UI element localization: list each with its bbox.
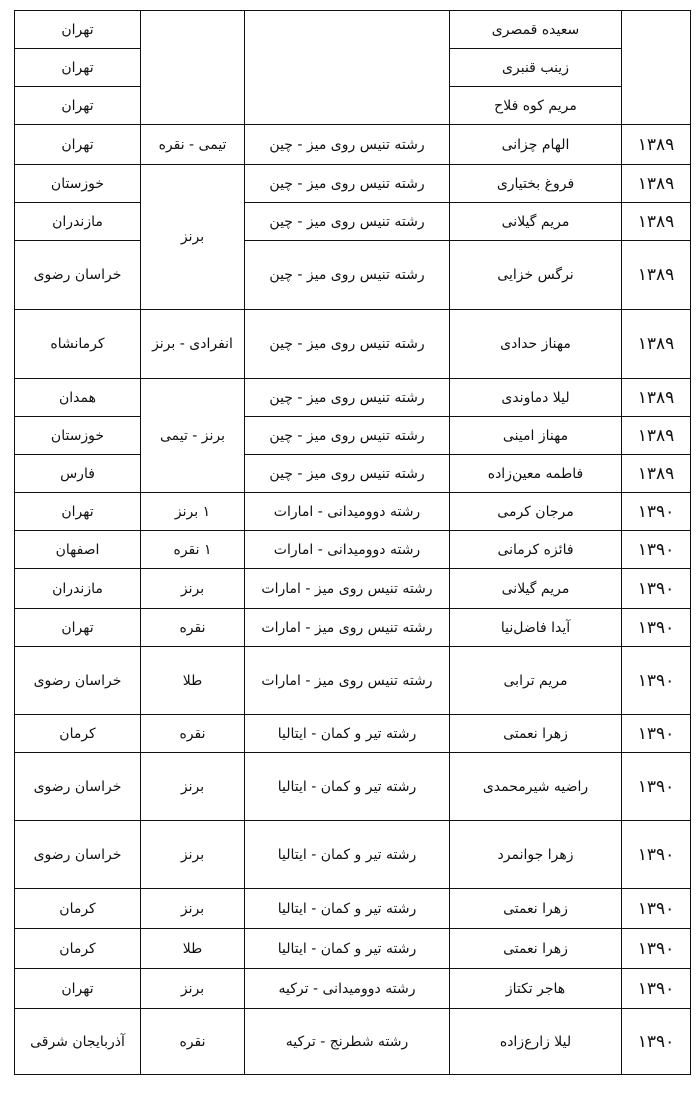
city-cell: همدان bbox=[15, 379, 141, 417]
event-cell: رشته دوومیدانی - ترکیه bbox=[245, 969, 450, 1009]
name-cell: مریم ترابی bbox=[450, 647, 622, 715]
table-row bbox=[15, 1009, 691, 1075]
table-row bbox=[15, 310, 691, 379]
year-cell: ۱۳۹۰ bbox=[622, 493, 691, 531]
year-cell: ۱۳۸۹ bbox=[622, 379, 691, 417]
city-cell: تهران bbox=[15, 125, 141, 165]
year-cell: ۱۳۹۰ bbox=[622, 1009, 691, 1075]
year-cell: ۱۳۸۹ bbox=[622, 125, 691, 165]
table-row bbox=[15, 569, 691, 609]
city-cell: تهران bbox=[15, 11, 141, 49]
name-cell: زهرا نعمتی bbox=[450, 715, 622, 753]
name-cell: سعیده قمصری bbox=[450, 11, 622, 49]
year-cell: ۱۳۹۰ bbox=[622, 889, 691, 929]
medal-cell: ۱ نقره bbox=[141, 531, 245, 569]
table-row bbox=[15, 609, 691, 647]
year-cell: ۱۳۹۰ bbox=[622, 929, 691, 969]
medal-cell: تیمی - نقره bbox=[141, 125, 245, 165]
event-cell: رشته تنیس روی میز - چین bbox=[245, 455, 450, 493]
name-cell: لیلا دماوندی bbox=[450, 379, 622, 417]
event-cell: رشته تنیس روی میز - چین bbox=[245, 417, 450, 455]
year-cell: ۱۳۹۰ bbox=[622, 609, 691, 647]
table-row bbox=[15, 417, 691, 455]
table-row bbox=[15, 125, 691, 165]
event-cell: رشته شطرنج - ترکیه bbox=[245, 1009, 450, 1075]
table-row bbox=[15, 969, 691, 1009]
event-cell: رشته تنیس روی میز - امارات bbox=[245, 647, 450, 715]
event-cell: رشته تنیس روی میز - چین bbox=[245, 203, 450, 241]
table-row bbox=[15, 165, 691, 203]
name-cell: آیدا فاضل‌نیا bbox=[450, 609, 622, 647]
table-row bbox=[15, 203, 691, 241]
city-cell: تهران bbox=[15, 493, 141, 531]
event-cell: رشته تنیس روی میز - چین bbox=[245, 125, 450, 165]
event-cell: رشته دوومیدانی - امارات bbox=[245, 493, 450, 531]
city-cell: تهران bbox=[15, 87, 141, 125]
name-cell: مهناز حدادی bbox=[450, 310, 622, 379]
name-cell: مرجان کرمی bbox=[450, 493, 622, 531]
medalists-table bbox=[14, 10, 691, 1075]
medal-cell: نقره bbox=[141, 1009, 245, 1075]
event-cell: رشته تیر و کمان - ایتالیا bbox=[245, 889, 450, 929]
table-row bbox=[15, 753, 691, 821]
event-cell: رشته تیر و کمان - ایتالیا bbox=[245, 929, 450, 969]
table-row bbox=[15, 715, 691, 753]
year-cell: ۱۳۹۰ bbox=[622, 647, 691, 715]
city-cell: کرمان bbox=[15, 715, 141, 753]
city-cell: تهران bbox=[15, 609, 141, 647]
event-cell: رشته تنیس روی میز - چین bbox=[245, 310, 450, 379]
year-cell: ۱۳۹۰ bbox=[622, 969, 691, 1009]
event-cell: رشته تنیس روی میز - چین bbox=[245, 241, 450, 310]
medal-cell: طلا bbox=[141, 929, 245, 969]
city-cell: مازندران bbox=[15, 203, 141, 241]
name-cell: الهام چزانی bbox=[450, 125, 622, 165]
medal-cell: ۱ برنز bbox=[141, 493, 245, 531]
name-cell: نرگس خزایی bbox=[450, 241, 622, 310]
name-cell: فائزه کرمانی bbox=[450, 531, 622, 569]
year-cell: ۱۳۸۹ bbox=[622, 417, 691, 455]
city-cell: فارس bbox=[15, 455, 141, 493]
name-cell: فاطمه معین‌زاده bbox=[450, 455, 622, 493]
city-cell: کرمان bbox=[15, 929, 141, 969]
medal-cell: انفرادی - برنز bbox=[141, 310, 245, 379]
medal-cell: برنز bbox=[141, 165, 245, 310]
medal-cell: برنز bbox=[141, 821, 245, 889]
city-cell: خراسان رضوی bbox=[15, 753, 141, 821]
city-cell: مازندران bbox=[15, 569, 141, 609]
event-cell: رشته تنیس روی میز - امارات bbox=[245, 569, 450, 609]
city-cell: اصفهان bbox=[15, 531, 141, 569]
name-cell: زهرا نعمتی bbox=[450, 929, 622, 969]
year-cell: ۱۳۸۹ bbox=[622, 165, 691, 203]
medal-cell: طلا bbox=[141, 647, 245, 715]
year-cell: ۱۳۹۰ bbox=[622, 715, 691, 753]
year-cell: ۱۳۸۹ bbox=[622, 203, 691, 241]
medal-cell bbox=[141, 11, 245, 125]
medal-cell: برنز bbox=[141, 569, 245, 609]
year-cell: ۱۳۸۹ bbox=[622, 455, 691, 493]
event-cell: رشته تنیس روی میز - چین bbox=[245, 165, 450, 203]
city-cell: خوزستان bbox=[15, 417, 141, 455]
city-cell: خراسان رضوی bbox=[15, 821, 141, 889]
table-row bbox=[15, 821, 691, 889]
name-cell: هاجر تکتاز bbox=[450, 969, 622, 1009]
year-cell: ۱۳۸۹ bbox=[622, 241, 691, 310]
event-cell bbox=[245, 11, 450, 125]
year-cell: ۱۳۹۰ bbox=[622, 569, 691, 609]
medal-cell: نقره bbox=[141, 715, 245, 753]
table-row bbox=[15, 531, 691, 569]
city-cell: آذربایجان شرقی bbox=[15, 1009, 141, 1075]
event-cell: رشته تیر و کمان - ایتالیا bbox=[245, 821, 450, 889]
event-cell: رشته تنیس روی میز - امارات bbox=[245, 609, 450, 647]
medal-cell: برنز bbox=[141, 753, 245, 821]
medal-cell: نقره bbox=[141, 609, 245, 647]
medal-cell: برنز bbox=[141, 969, 245, 1009]
name-cell: مهناز امینی bbox=[450, 417, 622, 455]
results-table-page bbox=[14, 10, 690, 1075]
name-cell: لیلا زارع‌زاده bbox=[450, 1009, 622, 1075]
event-cell: رشته تیر و کمان - ایتالیا bbox=[245, 715, 450, 753]
city-cell: تهران bbox=[15, 969, 141, 1009]
city-cell: تهران bbox=[15, 49, 141, 87]
year-cell: ۱۳۹۰ bbox=[622, 531, 691, 569]
event-cell: رشته تنیس روی میز - چین bbox=[245, 379, 450, 417]
table-row bbox=[15, 241, 691, 310]
year-cell bbox=[622, 11, 691, 125]
name-cell: زینب قنبری bbox=[450, 49, 622, 87]
table-row bbox=[15, 493, 691, 531]
name-cell: مریم گیلانی bbox=[450, 203, 622, 241]
year-cell: ۱۳۹۰ bbox=[622, 821, 691, 889]
city-cell: خراسان رضوی bbox=[15, 241, 141, 310]
medal-cell: برنز bbox=[141, 889, 245, 929]
table-row bbox=[15, 455, 691, 493]
name-cell: مریم کوه فلاح bbox=[450, 87, 622, 125]
table-row bbox=[15, 889, 691, 929]
table-row bbox=[15, 11, 691, 49]
year-cell: ۱۳۸۹ bbox=[622, 310, 691, 379]
name-cell: راضیه شیرمحمدی bbox=[450, 753, 622, 821]
name-cell: زهرا جوانمرد bbox=[450, 821, 622, 889]
table-row bbox=[15, 647, 691, 715]
event-cell: رشته دوومیدانی - امارات bbox=[245, 531, 450, 569]
city-cell: کرمانشاه bbox=[15, 310, 141, 379]
city-cell: خوزستان bbox=[15, 165, 141, 203]
year-cell: ۱۳۹۰ bbox=[622, 753, 691, 821]
name-cell: مریم گیلانی bbox=[450, 569, 622, 609]
event-cell: رشته تیر و کمان - ایتالیا bbox=[245, 753, 450, 821]
medal-cell: برنز - تیمی bbox=[141, 379, 245, 493]
table-row bbox=[15, 929, 691, 969]
name-cell: زهرا نعمتی bbox=[450, 889, 622, 929]
city-cell: خراسان رضوی bbox=[15, 647, 141, 715]
name-cell: فروغ بختیاری bbox=[450, 165, 622, 203]
table-row bbox=[15, 379, 691, 417]
city-cell: کرمان bbox=[15, 889, 141, 929]
